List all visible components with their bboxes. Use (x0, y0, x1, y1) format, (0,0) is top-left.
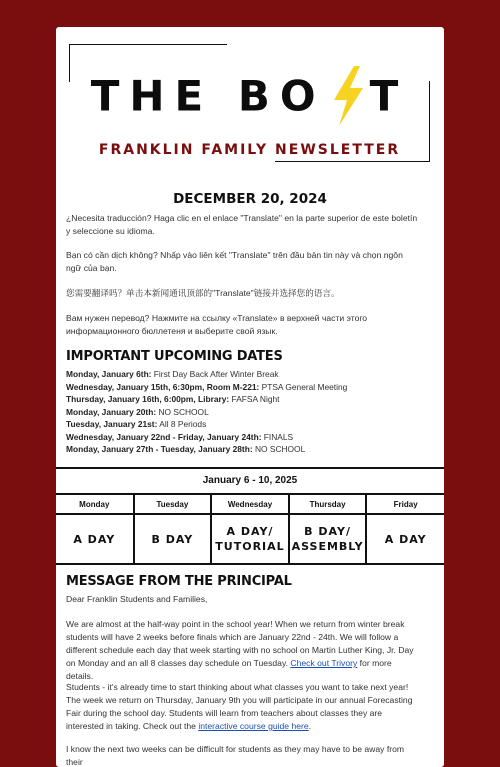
trivory-link[interactable]: Check out Trivory (290, 658, 358, 668)
day-type-cell: A DAY/ TUTORIAL (211, 514, 289, 564)
paragraph-text: Students - it's already time to start thinking about what classes you want to take next year! The week we return on Thursday, January 9th you will participate in our annual Forecasting Fair during the school day. Students will learn from teachers about classes they are interested in taking. Check out the (66, 682, 413, 731)
list-item (66, 406, 347, 419)
day-header: Friday (366, 495, 444, 514)
paragraph-text: We are almost at the half-way point in the school year! When we return from winter break students will have 2 weeks before finals which are January 22nd - 24th. We will follow a different schedule each day that week starting with no school on Martin Luther King, Jr. Day on Monday and an all 8 classes day schedule on Tuesday. (66, 619, 414, 668)
frame-line (69, 44, 227, 45)
course-guide-link[interactable]: interactive course guide here (198, 721, 309, 731)
dates-list (66, 368, 347, 456)
newsletter-card (56, 27, 444, 767)
date-label: Monday, January 6th: (66, 369, 152, 379)
date-label: Tuesday, January 21st: (66, 419, 158, 429)
translation-spanish: ¿Necesita traducción? Haga clic en el enlace "Translate" en la parte superior de este boletín y seleccione su idioma. (66, 213, 418, 236)
date-label: Wednesday, January 22nd - Friday, January 24th: (66, 431, 262, 442)
day-type-cell: B DAY (134, 514, 212, 564)
masthead (69, 44, 430, 162)
day-header: Monday (56, 495, 134, 514)
date-event: All 8 Periods (157, 419, 207, 429)
newsletter-title (69, 64, 430, 128)
date-event: First Day Back After Winter Break (151, 369, 279, 379)
newsletter-subtitle: FRANKLIN FAMILY NEWSLETTER (98, 142, 401, 158)
section-heading-principal: MESSAGE FROM THE PRINCIPAL (66, 574, 292, 589)
day-header: Tuesday (134, 495, 212, 514)
date-event: NO SCHOOL (252, 444, 306, 454)
date-event: NO SCHOOL (156, 406, 209, 417)
date-label: Monday, January 27th - Tuesday, January 28th: (66, 444, 253, 454)
list-item (66, 431, 347, 444)
translation-russian: Вам нужен перевод? Нажмите на ссылку «Translate» в верхней части этого информационного бюллетеня и выберите свой язык. (66, 313, 368, 336)
principal-paragraph-2 (66, 681, 418, 733)
list-item (66, 443, 347, 456)
day-type-cell: A DAY (366, 514, 444, 564)
day-type-cell: A DAY (56, 514, 134, 564)
principal-paragraph-1 (66, 618, 418, 683)
title-text: T (369, 71, 409, 121)
date-event: PTSA General Meeting (259, 381, 348, 392)
day-header: Thursday (289, 495, 367, 514)
list-item (66, 381, 347, 394)
schedule-table (56, 495, 444, 565)
principal-paragraph-3: I know the next two weeks can be difficult for students as they may have to be away from their (66, 744, 405, 767)
day-type-cell: B DAY/ ASSEMBLY (289, 514, 367, 564)
translation-chinese: 您需要翻译吗？单击本新闻通讯顶部的"Translate"链接并选择您的语言。 (66, 288, 340, 298)
translation-vietnamese: Bạn có cần dịch không? Nhấp vào liên kết "Translate" trên đầu bản tin này và chọn ngôn ngữ của bạn. (66, 250, 403, 273)
schedule-title: January 6 - 10, 2025 (56, 467, 444, 495)
date-label: Thursday, January 16th, 6:00pm, Library: (66, 394, 230, 404)
list-item (66, 393, 347, 406)
list-item (66, 418, 347, 431)
issue-date: DECEMBER 20, 2024 (173, 191, 327, 207)
date-label: Monday, January 20th: (66, 406, 157, 417)
list-item (66, 368, 347, 381)
paragraph-text: . (308, 721, 312, 731)
frame-line (275, 161, 430, 162)
week-schedule (56, 467, 444, 565)
section-heading-dates: IMPORTANT UPCOMING DATES (66, 349, 283, 364)
lightning-bolt-icon (328, 64, 368, 128)
date-event: FINALS (261, 431, 294, 442)
day-header: Wednesday (211, 495, 289, 514)
principal-greeting: Dear Franklin Students and Families, (66, 594, 208, 604)
paragraph-text: for more details. (66, 658, 392, 681)
date-event: FAFSA Night (229, 394, 280, 404)
date-label: Wednesday, January 15th, 6:30pm, Room M-221: (66, 381, 260, 392)
title-text: THE BO (90, 71, 326, 121)
